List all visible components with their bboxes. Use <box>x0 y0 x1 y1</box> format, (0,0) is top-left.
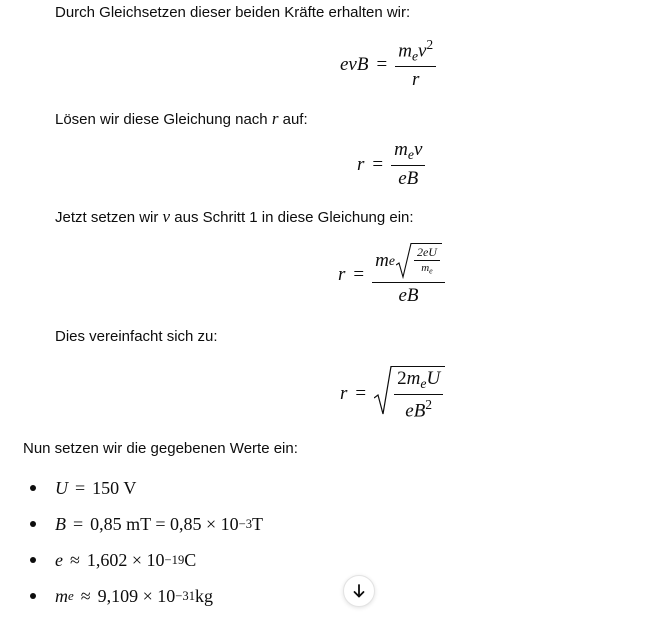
eq1-fraction <box>395 38 436 91</box>
eq2-equals: = <box>372 154 384 176</box>
list-item: U = 150 V <box>30 470 263 506</box>
eq3-inner-fraction: $\frac{2eU}{m_e}$ <box>414 246 440 276</box>
eq1-denominator: r <box>411 69 420 91</box>
scroll-to-bottom-button[interactable] <box>343 575 375 607</box>
paragraph-equate-forces <box>55 3 410 23</box>
eq2-denominator: eB <box>398 168 419 190</box>
eq4-equals: = <box>355 383 367 405</box>
inline-var-v: v <box>162 207 171 226</box>
inline-var-r: r <box>271 109 279 128</box>
eq4-numerator: $2m_eU$ <box>397 368 441 392</box>
paragraph-solve-for-r: Lösen wir diese Gleichung nach r auf: <box>55 109 308 128</box>
eq4-sqrt <box>374 366 445 422</box>
eq3-denominator: eB <box>398 285 419 306</box>
equation-radius-simplified <box>340 366 445 422</box>
list-item: m e ≈ 9,109 × 10 −31 kg <box>30 578 263 614</box>
paragraph-insert-values: Nun setzen wir die gegebenen Werte ein: <box>23 440 298 457</box>
eq1-lhs: evB <box>340 53 369 75</box>
eq3-equals: = <box>353 263 365 285</box>
bullet-icon <box>30 593 36 599</box>
eq2-lhs: r <box>357 154 365 176</box>
paragraph-simplifies: Dies vereinfacht sich zu: <box>55 328 218 345</box>
equation-force-balance <box>340 38 436 91</box>
eq2-fraction <box>391 140 425 190</box>
eq1-numerator: $m_ev^2$ <box>398 37 434 64</box>
paragraph-text: Durch Gleichsetzen dieser beiden Kräfte erhalten wir: <box>55 4 411 21</box>
list-item: B = 0,85 mT = 0,85 × 10 −3 T <box>30 506 263 542</box>
given-values-list <box>30 470 263 614</box>
bullet-icon <box>30 485 36 491</box>
equation-radius-substituted <box>338 243 445 307</box>
bullet-icon <box>30 521 36 527</box>
list-item: e ≈ 1,602 × 10 −19 C <box>30 542 263 578</box>
eq3-fraction <box>372 243 445 307</box>
paragraph-substitute-v: Jetzt setzen wir v aus Schritt 1 in diese Gleichung ein: <box>55 207 414 226</box>
eq3-sqrt <box>396 243 442 279</box>
eq3-numerator: m e $\frac{2eU}{m_e}$ <box>372 243 445 282</box>
eq3-lhs: r <box>338 263 346 285</box>
radical-sign-icon <box>374 366 392 416</box>
eq1-equals: = <box>376 53 388 75</box>
equation-radius <box>357 140 425 190</box>
radical-sign-icon <box>396 243 412 279</box>
eq4-fraction <box>394 369 443 422</box>
bullet-icon <box>30 557 36 563</box>
arrow-down-icon <box>351 583 367 599</box>
eq4-lhs: r <box>340 383 348 405</box>
eq2-numerator: $m_ev$ <box>394 139 423 163</box>
eq4-denominator: $eB^2$ <box>405 397 432 422</box>
